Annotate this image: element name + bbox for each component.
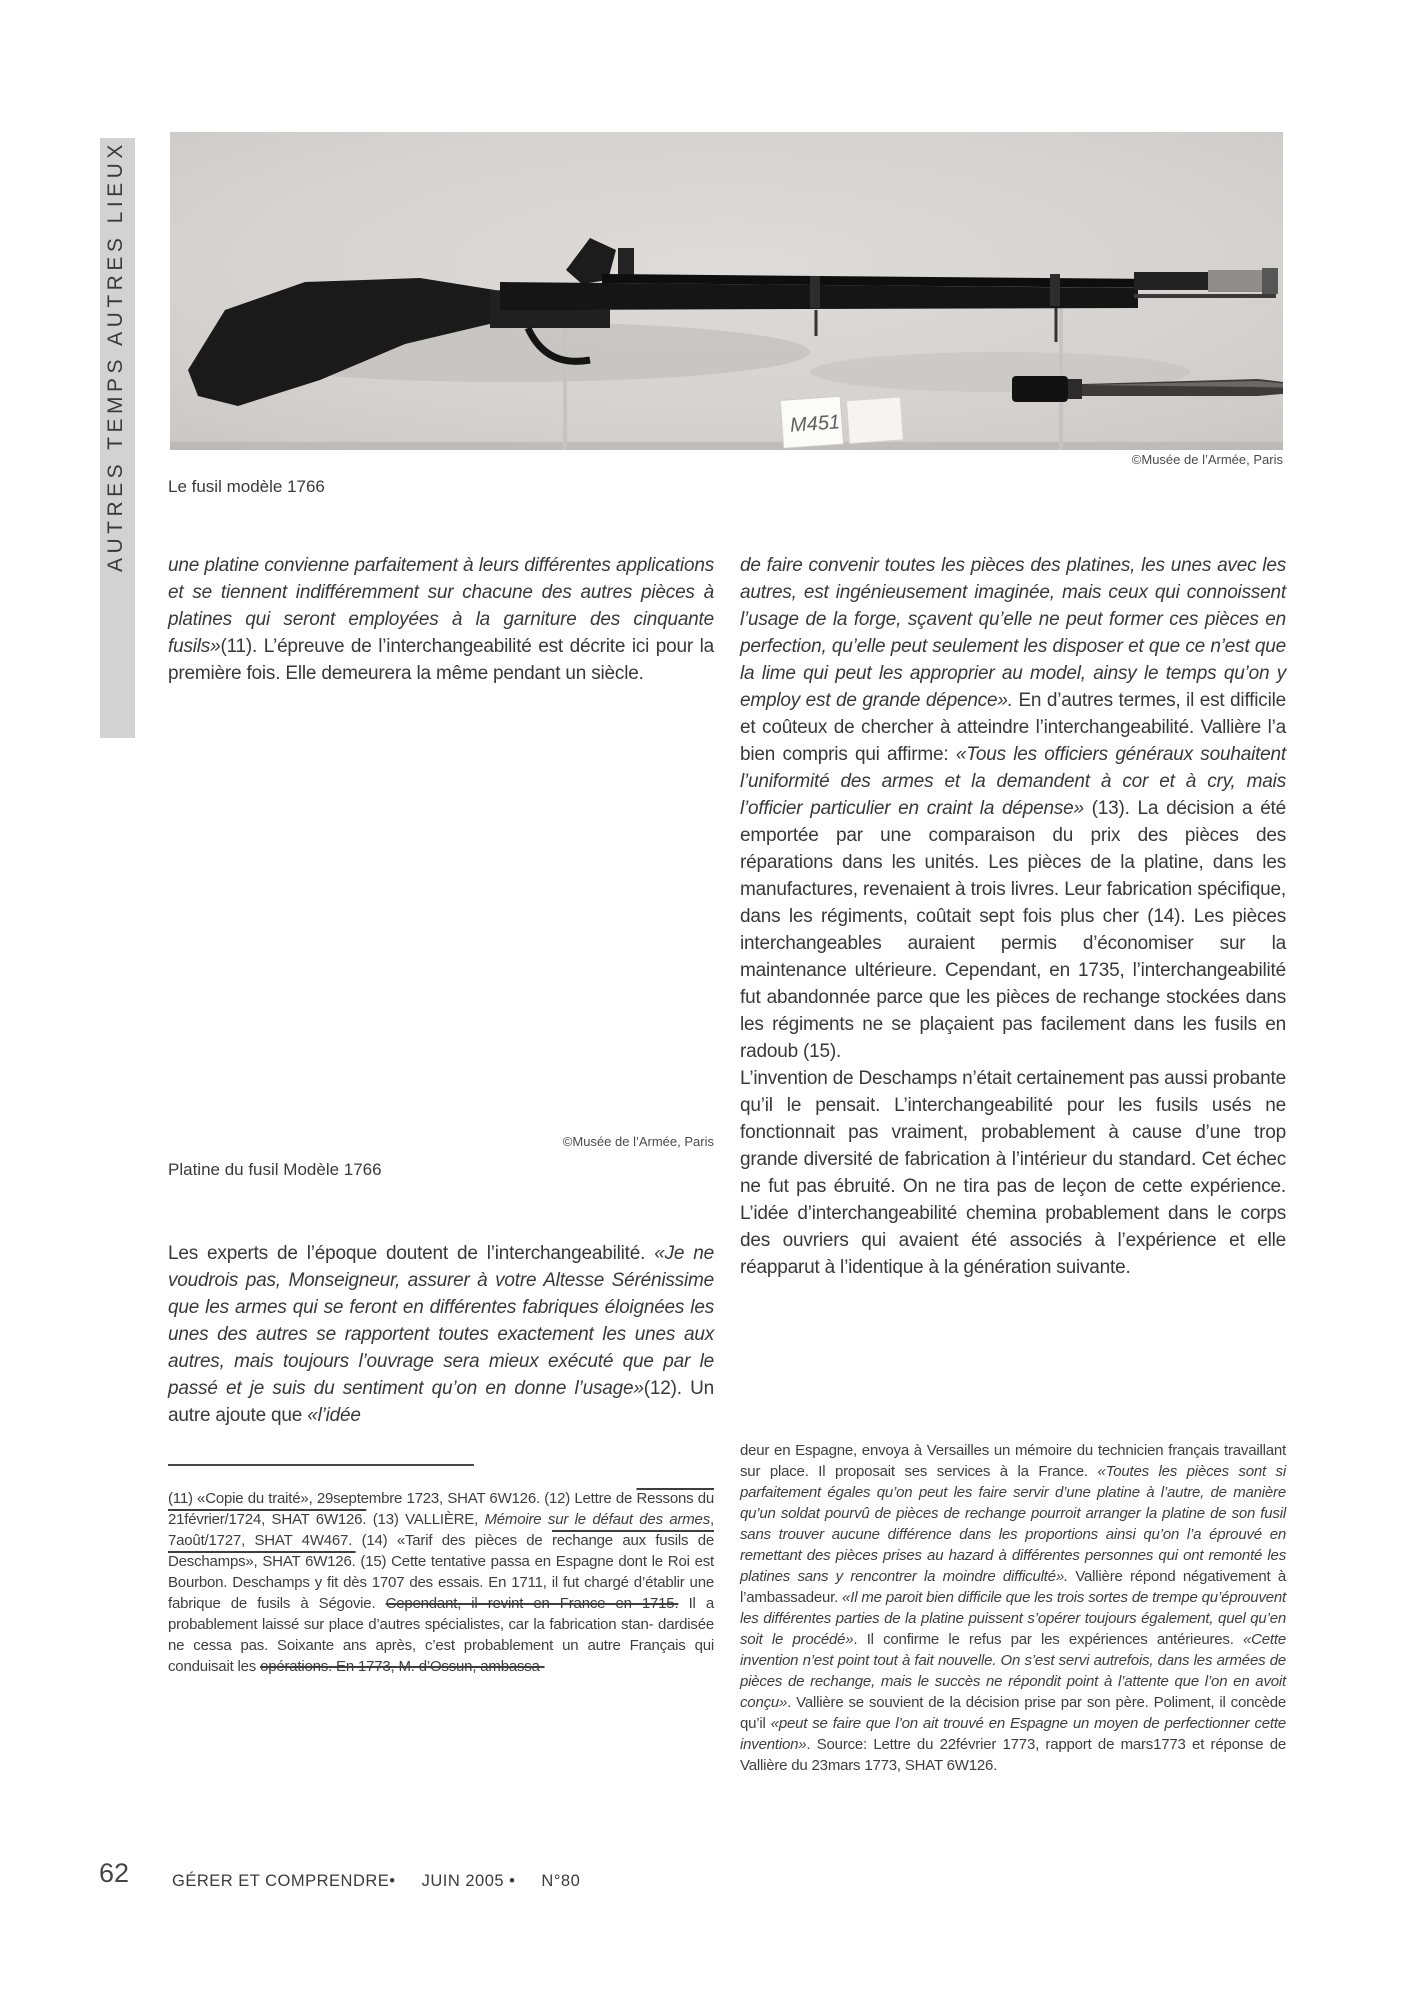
footer-journal-title: GÉRER ET COMPRENDRE• bbox=[172, 1872, 396, 1890]
right-column-footnotes: deur en Espagne, envoya à Versailles un mémoire du technicien français travaillant sur place. Il proposait ses services à la France. «Toutes les pièces sont si parfaitement égales qu’on peut les faire servir d’une platine à l’autre, de manière qu’un soldat pourvû de pièces de rechange pourroit arranger la platine de son fusil sans trouver aucune différence dans les proportions ainsi qu’on l’a éprouvé en remettant des pièces prises au hazard à différentes personnes qui ont remonté les platines sans y rencontrer la moindre difficulté». Vallière répond négativement à l’ambassadeur. «Il me paroit bien difficile que les trois sortes de trempe qu’éprouvent les différentes parties de la platine puissent s’opérer toujours également, quel qu’en soit le procédé». Il confirme le refus par les expériences antérieures. «Cette invention n’est point tout à fait nouvelle. On s’est servi autrefois, dans les armées de pièces de rechange, mais le succès ne répondit point à l’attente que l’on en avoit conçu». Vallière se souvient de la décision prise par son père. Poliment, il concède qu’il «peut se faire que l’on ait trouvé en Espagne un moyen de perfectionner cette invention». Source: Lettre du 22février 1773, rapport de mars1773 et réponse de Vallière du 23mars 1773, SHAT 6W126. bbox=[740, 1442, 1286, 1774]
photo-bottom-edge bbox=[170, 442, 1283, 450]
photo-credit-fusil: ©Musée de l’Armée, Paris bbox=[1131, 452, 1283, 467]
photo-credit-platine: ©Musée de l’Armée, Paris bbox=[562, 1134, 714, 1149]
footer-journal-line bbox=[172, 1872, 580, 1891]
display-stand bbox=[1059, 284, 1063, 450]
footer-issue-date: JUIN 2005 • bbox=[421, 1872, 516, 1890]
section-title-vertical: AUTRES TEMPS AUTRES LIEUX bbox=[104, 140, 127, 572]
left-column-paragraph-1: une platine convienne parfaitement à leurs différentes applications et se tiennent indifféremment sur chacune des autres pièces à platines qui seront employées à la garniture des cinquante fusils»(11). L’épreuve de l’interchangeabilité est décrite ici pour la première fois. Elle demeurera la même pendant un siècle. bbox=[168, 555, 714, 684]
musket-illustration bbox=[170, 132, 1283, 450]
caption-fusil: Le fusil modèle 1766 bbox=[168, 477, 325, 496]
museum-label-card bbox=[846, 397, 903, 444]
caption-platine: Platine du fusil Modèle 1766 bbox=[168, 1160, 382, 1179]
footnote-separator-rule bbox=[168, 1464, 474, 1466]
footer-issue-number: N°80 bbox=[541, 1872, 581, 1890]
museum-label-text: M451 bbox=[789, 411, 841, 437]
left-column-paragraph-2: Les experts de l’époque doutent de l’interchangeabilité. «Je ne voudrois pas, Monseigneur, assurer à votre Altesse Sérénissime que les armes qui se feront en différentes fabriques éloignées les unes des autres se rapportent toutes exactement les unes aux autres, mais toujours l’ouvrage sera mieux exécuté que par le passé et je suis du sentiment qu’on en donne l’usage»(12). Un autre ajoute que «l’idée bbox=[168, 1243, 715, 1426]
left-column-footnotes: (11) «Copie du traité», 29septembre 1723, SHAT 6W126. (12) Lettre de Ressons du 21février/1724, SHAT 6W126. (13) VALLIÈRE, Mémoire sur le défaut des armes, 7août/1727, SHAT 4W467. (14) «Tarif des pièces de rechange aux fusils de Deschamps», SHAT 6W126. (15) Cette tentative passa en Espagne dont le Roi est Bourbon. Deschamps y fit dès 1707 des essais. En 1711, il fut chargé d’établir une fabrique de fusils à Ségovie. Cependant, il revint en France en 1715. Il a probablement laissé sur place d’autres spécialistes, car la fabrication stan- dardisée ne cessa pas. Soixante ans après, c’est probablement un autre Français qui conduisait les opérations. En 1773, M. d’Ossun, ambassa- bbox=[168, 1490, 714, 1675]
page-number: 62 bbox=[99, 1858, 130, 1888]
right-column-text: de faire convenir toutes les pièces des platines, les unes avec les autres, est ingénieusement imaginée, mais ceux qui connoissent l’usage de la forge, sçavent qu’elle ne peut former ces pièces en perfection, qu’elle peut seulement les disposer et que ce n’est que la lime qui peut les approprier au model, ainsy le temps qu’on y employ est de grande dépence». En d’autres termes, il est difficile et coûteux de chercher à atteindre l’interchangeabilité. Vallière l’a bien compris qui affirme: «Tous les officiers généraux souhaitent l’uniformité des armes et la demandent à cor et à cry, mais l’officier particulier en craint la dépense» (13). La décision a été emportée par une comparaison du prix des pièces des réparations dans les unités. Les pièces de la platine, dans les manufactures, revenaient à trois livres. Leur fabrication spécifique, dans les régiments, coûtait sept fois plus cher (14). Les pièces interchangeables auraient permis d’économiser sur la maintenance ultérieure. Cependant, en 1735, l’interchangeabilité fut abandonnée parce que les pièces de rechange stockées dans les régiments ne se plaçaient pas facilement dans les fusils en radoub (15). L’invention de Deschamps n’était certainement pas aussi probante qu’il le pensait. L’interchangeabilité pour les fusils usés ne fonctionnait pas vraiment, probablement à cause d’une trop grande diversité de fabrication à l’intérieur du standard. Cet échec ne fut pas ébruité. On ne tira pas de leçon de cette expérience. L’idée d’interchangeabilité chemina probablement dans le corps des ouvriers qui avaient été associés à l’expérience et elle réapparut à l’identique à la génération suivante. bbox=[740, 555, 1287, 1278]
fusil-photo bbox=[170, 132, 1283, 450]
